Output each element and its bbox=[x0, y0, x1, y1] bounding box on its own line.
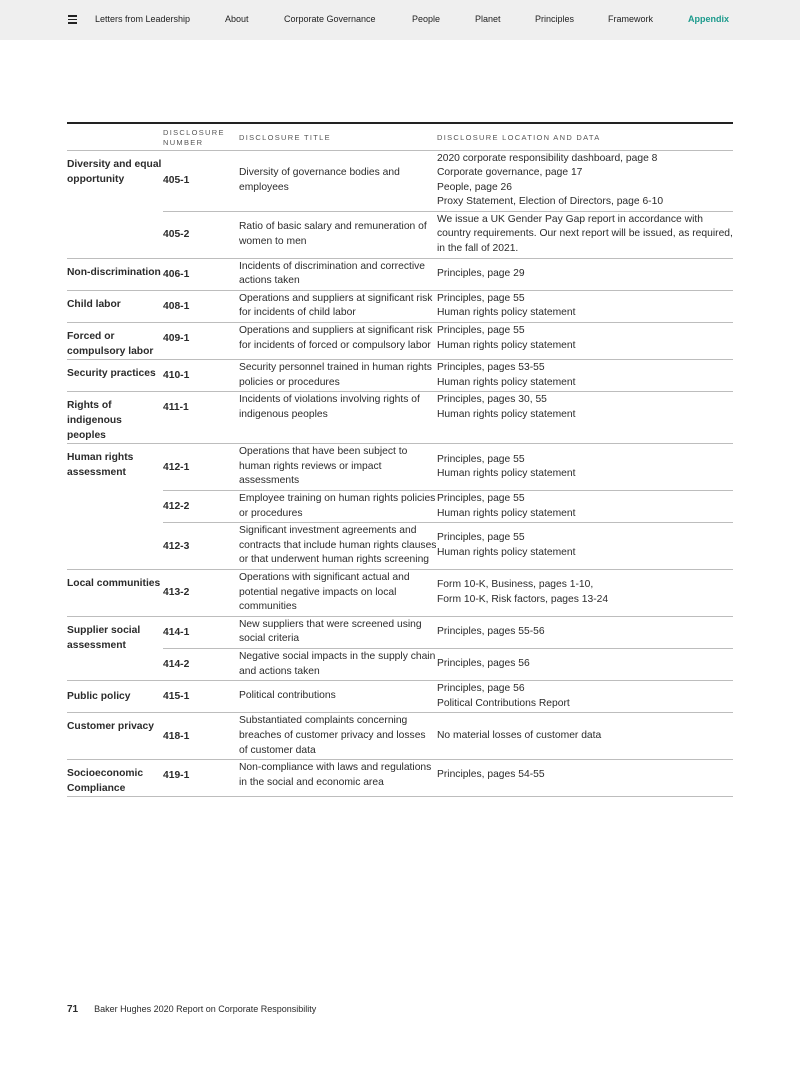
disclosure-title: Substantiated complaints concerning breaches of customer privacy and losses of customer data bbox=[239, 715, 426, 756]
table-row bbox=[163, 151, 733, 211]
disclosure-title: Incidents of discrimination and corrective actions taken bbox=[239, 260, 426, 287]
table-row bbox=[163, 360, 733, 391]
table-row bbox=[163, 570, 733, 616]
table-row bbox=[163, 291, 733, 322]
table-row bbox=[163, 323, 733, 354]
location-line: Principles, page 55 bbox=[437, 453, 525, 465]
disclosure-location bbox=[437, 728, 733, 745]
table-row bbox=[163, 617, 733, 648]
table-row bbox=[163, 648, 733, 680]
disclosure-title: Operations and suppliers at significant risk for incidents of forced or compulsory labor bbox=[239, 325, 433, 351]
location-line: Human rights policy statement bbox=[437, 408, 576, 420]
location-line: We issue a UK Gender Pay Gap report in accordance with country requirements. Our next report will be issued, as required, in the fall of 2021. bbox=[437, 213, 733, 255]
disclosure-title: Operations and suppliers at significant risk for incidents of child labor bbox=[239, 292, 433, 319]
location-line: Principles, pages 55-56 bbox=[437, 626, 545, 638]
topic-label: Child labor bbox=[67, 298, 121, 310]
table-group bbox=[67, 570, 733, 617]
table-group bbox=[67, 617, 733, 681]
location-line: Human rights policy statement bbox=[437, 547, 576, 559]
location-line: Principles, pages 54-55 bbox=[437, 769, 545, 781]
disclosure-title: Operations with significant actual and potential negative impacts on local communities bbox=[239, 571, 410, 613]
topic-label: Human rights assessment bbox=[67, 452, 134, 479]
location-line: Principles, page 55 bbox=[437, 532, 525, 544]
disclosure-title: Employee training on human rights policies or procedures bbox=[239, 493, 436, 519]
disclosure-number: 412-3 bbox=[163, 540, 190, 552]
disclosure-location bbox=[437, 491, 733, 522]
disclosure-title: Political contributions bbox=[239, 690, 336, 702]
topic-label: Diversity and equal opportunity bbox=[67, 158, 162, 185]
disclosure-number: 413-2 bbox=[163, 587, 190, 599]
disclosure-location bbox=[437, 392, 733, 423]
nav-item-letters-from-leadership[interactable]: Letters from Leadership bbox=[95, 14, 191, 24]
disclosure-number: 408-1 bbox=[163, 300, 190, 312]
topic-label: Socioeconomic Compliance bbox=[67, 768, 144, 795]
table-row bbox=[163, 392, 733, 423]
disclosure-table bbox=[67, 122, 733, 797]
table-group bbox=[67, 291, 733, 323]
table-row bbox=[163, 681, 733, 712]
nav-item-appendix[interactable]: Appendix bbox=[688, 14, 730, 24]
page-footer bbox=[67, 1004, 316, 1015]
disclosure-number: 415-1 bbox=[163, 691, 190, 703]
location-line: Principles, page 55 bbox=[437, 292, 525, 304]
location-line: Form 10-K, Risk factors, pages 13-24 bbox=[437, 593, 609, 605]
disclosure-location bbox=[437, 360, 733, 391]
table-row bbox=[163, 211, 733, 258]
table-group bbox=[67, 760, 733, 797]
disclosure-location bbox=[437, 291, 733, 322]
disclosure-number: 418-1 bbox=[163, 730, 190, 742]
disclosure-location bbox=[437, 266, 733, 283]
location-line: Human rights policy statement bbox=[437, 339, 576, 351]
disclosure-number: 405-1 bbox=[163, 175, 190, 187]
header-disclosure-number: DISCLOSURE NUMBER bbox=[163, 127, 225, 147]
disclosure-title: Incidents of violations involving rights of indigenous peoples bbox=[239, 394, 420, 420]
disclosure-location bbox=[437, 323, 733, 354]
nav-item-people[interactable]: People bbox=[412, 14, 441, 24]
location-line: 2020 corporate responsibility dashboard, page 8 bbox=[437, 152, 658, 164]
location-line: Principles, pages 53-55 bbox=[437, 362, 545, 374]
nav-item-corporate-governance[interactable]: Corporate Governance bbox=[284, 14, 376, 24]
disclosure-location bbox=[437, 151, 733, 211]
disclosure-number: 412-2 bbox=[163, 501, 190, 513]
nav-item-framework[interactable]: Framework bbox=[608, 14, 654, 24]
disclosure-number: 414-1 bbox=[163, 626, 190, 638]
location-line: No material losses of customer data bbox=[437, 729, 602, 741]
header-disclosure-location: DISCLOSURE LOCATION AND DATA bbox=[437, 132, 601, 142]
nav-item-about[interactable]: About bbox=[225, 14, 249, 24]
location-line: Principles, pages 56 bbox=[437, 658, 530, 670]
topic-label: Forced or compulsory labor bbox=[67, 331, 154, 358]
table-group bbox=[67, 392, 733, 444]
disclosure-number: 406-1 bbox=[163, 268, 190, 280]
location-line: Corporate governance, page 17 bbox=[437, 167, 583, 179]
topic-label: Customer privacy bbox=[67, 721, 154, 733]
table-group bbox=[67, 323, 733, 360]
topic-label: Local communities bbox=[67, 577, 161, 589]
disclosure-number: 409-1 bbox=[163, 333, 190, 345]
disclosure-number: 411-1 bbox=[163, 402, 189, 414]
location-line: Political Contributions Report bbox=[437, 697, 570, 709]
disclosure-title: Significant investment agreements and contracts that include human rights clauses or that underwent human rights screening bbox=[239, 525, 437, 566]
disclosure-number: 412-1 bbox=[163, 461, 190, 473]
table-group bbox=[67, 681, 733, 713]
disclosure-location bbox=[437, 767, 733, 784]
table-group bbox=[67, 259, 733, 291]
location-line: People, page 26 bbox=[437, 181, 513, 193]
disclosure-number: 419-1 bbox=[163, 770, 190, 782]
disclosure-title: Ratio of basic salary and remuneration of women to men bbox=[239, 221, 427, 247]
location-line: Human rights policy statement bbox=[437, 307, 576, 319]
disclosure-location bbox=[437, 577, 733, 608]
disclosure-title: Non-compliance with laws and regulations in the social and economic area bbox=[239, 762, 432, 788]
table-header-row bbox=[67, 124, 733, 151]
table-row bbox=[163, 490, 733, 522]
disclosure-location bbox=[437, 681, 733, 712]
location-line: Human rights policy statement bbox=[437, 376, 576, 388]
disclosure-title: Operations that have been subject to human rights reviews or impact assessments bbox=[239, 446, 408, 487]
disclosure-title: Security personnel trained in human rights policies or procedures bbox=[239, 362, 432, 388]
disclosure-location bbox=[437, 530, 733, 561]
disclosure-title: Negative social impacts in the supply chain and actions taken bbox=[239, 650, 436, 677]
location-line: Proxy Statement, Election of Directors, page 6-10 bbox=[437, 196, 664, 208]
disclosure-title: New suppliers that were screened using social criteria bbox=[239, 618, 422, 645]
location-line: Principles, pages 30, 55 bbox=[437, 394, 547, 406]
location-line: Human rights policy statement bbox=[437, 468, 576, 480]
table-group bbox=[67, 151, 733, 259]
hamburger-menu-icon[interactable] bbox=[68, 15, 77, 24]
topic-label: Security practices bbox=[67, 368, 156, 380]
location-line: Form 10-K, Business, pages 1-10, bbox=[437, 579, 594, 591]
location-line: Principles, page 56 bbox=[437, 683, 525, 695]
table-group bbox=[67, 444, 733, 570]
table-body bbox=[67, 151, 733, 798]
disclosure-location bbox=[437, 656, 733, 673]
location-line: Principles, page 55 bbox=[437, 325, 525, 337]
nav-item-principles[interactable]: Principles bbox=[535, 14, 575, 24]
disclosure-number: 405-2 bbox=[163, 229, 190, 241]
table-row bbox=[163, 444, 733, 490]
topic-label: Rights of indigenous peoples bbox=[67, 400, 122, 442]
topic-label: Non-discrimination bbox=[67, 266, 161, 278]
table-row bbox=[163, 713, 733, 759]
header-disclosure-title: DISCLOSURE TITLE bbox=[239, 132, 331, 142]
topic-label: Supplier social assessment bbox=[67, 624, 141, 651]
location-line: Principles, page 55 bbox=[437, 493, 525, 504]
disclosure-title: Diversity of governance bodies and employees bbox=[239, 167, 400, 193]
top-navigation bbox=[0, 0, 800, 40]
topic-label: Public policy bbox=[67, 691, 131, 703]
disclosure-number: 410-1 bbox=[163, 370, 190, 382]
location-line: Principles, page 29 bbox=[437, 267, 525, 279]
disclosure-location bbox=[437, 212, 733, 258]
nav-item-planet[interactable]: Planet bbox=[475, 14, 501, 24]
table-group bbox=[67, 360, 733, 392]
table-group bbox=[67, 713, 733, 760]
disclosure-number: 414-2 bbox=[163, 659, 190, 671]
report-title: Baker Hughes 2020 Report on Corporate Responsibility bbox=[94, 1004, 317, 1014]
page-number: 71 bbox=[67, 1004, 79, 1015]
disclosure-location bbox=[437, 624, 733, 641]
table-row bbox=[163, 522, 733, 569]
table-row bbox=[163, 259, 733, 290]
table-row bbox=[163, 760, 733, 791]
location-line: Human rights policy statement bbox=[437, 507, 576, 519]
disclosure-location bbox=[437, 452, 733, 483]
